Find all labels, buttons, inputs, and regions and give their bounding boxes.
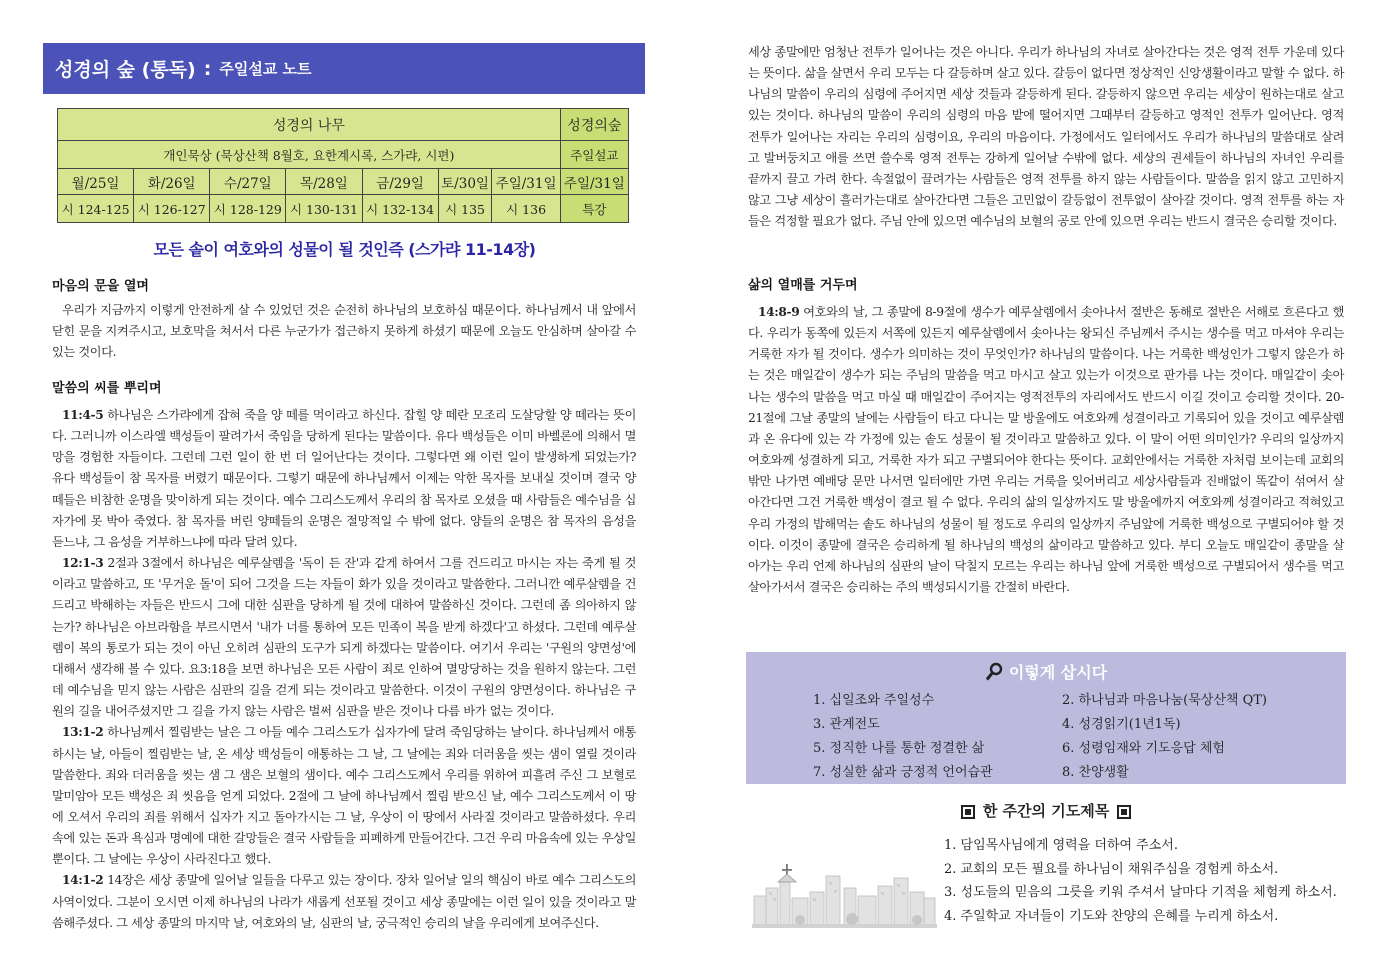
live-item: 2. 하나님과 마음나눔(묵상산책 QT) bbox=[1062, 693, 1267, 708]
table-reading: 시 135 bbox=[438, 195, 492, 223]
reading-schedule-table bbox=[57, 108, 629, 223]
table-day: 주일/31일 bbox=[492, 169, 560, 195]
paragraph-14-8 bbox=[748, 302, 1344, 598]
paragraph-text: 여호와의 날, 그 종말에 8-9절에 생수가 예루살렘에서 솟아나서 절반은 동해로 절반은 서해로 흐른다고 했다. 우리가 동쪽에 있든지 서쪽에 있든지 예루살렘에서 솟아나는 왕되신 주님께서 주시는 생수를 먹고 마셔야 우리는 거룩한 자가 될 것이다. 생수가 의미하는 것이 무엇인가? 하나님의 말씀이다. 나는 거룩한 백성인가 그렇지 않은가 하는 것은 매일같이 생수가 되는 주님의 말씀을 먹고 마시고 살고 있는가 이것으로 판가름 나는 것이다. 매일같이 솟아나는 생수의 말씀을 먹고 마실 때 매일같이 주어지는 영적전투의 자리에서도 반드시 이길 것이고 승리할 것이다. 20-21절에 그날 종말의 날에는 사람들이 타고 다니는 말 방울에도 여호와께 성결이라고 기록되어 있을 것이고 예루살렘과 온 유다에 있는 각 가정에 있는 솥도 성물이 될 것이라고 말씀하고 있다. 이 말이 어떤 의미인가? 우리의 일상까지 여호와께 성결하게 되고, 거룩한 자가 되고 구별되어야 한다는 뜻이다. 교회안에서는 거룩한 자처럼 보이는데 교회의 밖만 나가면 예배당 문만 나서면 일터에만 가면 우리는 거룩을 잊어버리고 세상사람들과 진배없이 똑같이 섞여서 살아간다면 그건 거룩한 백성이 결코 될 수 없다. 우리의 삶의 일상까지도 말 방울에까지 여호와께 성결이라고 적혀있고 우리 가정의 밥해먹는 솥도 하나님의 성물이 될 정도로 우리의 일상까지 주님앞에 거룩한 백성으로 구별되어야 할 것이다. 이것이 종말에 결국은 승리하게 될 하나님의 백성의 삶이라고 말씀하고 있다. 부디 오늘도 매일같이 종말을 살아가는 우리 언제 하나님의 심판의 날이 닥칠지 모르는 우리는 하나님 앞에 거룩한 백성으로 구별되어서 생수를 먹고 살아가서서 결국은 승리하는 주의 백성되시기를 간절히 바란다. bbox=[748, 305, 1344, 595]
live-item: 1. 십일조와 주일성수 bbox=[813, 693, 935, 708]
verse-ref: 13:1-2 bbox=[62, 725, 104, 740]
prayer-title bbox=[746, 800, 1346, 821]
table-devotion: 개인묵상 (묵상산책 8월호, 요한계시록, 스가랴, 시편) bbox=[58, 141, 561, 169]
table-day: 월/25일 bbox=[58, 169, 134, 195]
title-colon: : bbox=[203, 57, 212, 80]
table-day-side: 주일/31일 bbox=[560, 169, 628, 195]
table-reading: 시 124-125 bbox=[58, 195, 134, 223]
prayer-item: 4. 주일학교 자녀들이 기도와 찬양의 은혜를 누리게 하소서. bbox=[944, 909, 1279, 924]
verse-ref: 12:1-3 bbox=[62, 556, 104, 571]
live-item: 3. 관계전도 bbox=[813, 717, 880, 732]
prayer-title-text: 한 주간의 기도제목 bbox=[982, 802, 1110, 820]
live-item: 5. 정직한 나를 통한 정결한 삶 bbox=[813, 741, 985, 756]
paragraph-14 bbox=[52, 870, 636, 933]
paragraph-12 bbox=[52, 553, 636, 722]
prayer-item: 2. 교회의 모든 필요를 하나님이 채워주심을 경험케 하소서. bbox=[944, 862, 1279, 877]
table-reading: 시 136 bbox=[492, 195, 560, 223]
paragraph-text: 하나님께서 찔림받는 날은 그 아들 예수 그리스도가 십자가에 달려 죽임당하는 날이다. 하나님께서 애통하시는 날, 아들이 찔림받는 날, 온 세상 백성들이 애통하는 그 날, 그 날에는 죄와 더러움을 씻는 샘이 열릴 것이라 말씀한다. 죄와 더러움을 씻는 샘 그 샘은 보혈의 샘이다. 예수 그리스도께서 우리를 위하여 피흘려 주신 그 보혈로 말미암아 모든 백성은 죄 씻음을 얻게 되었다. 2절에 그 날에 하나님께서 찔림 받으신 날, 예수 그리스도께서 이 땅에 오셔서 우리의 죄를 위해서 십자가 지고 돌아가시는 그 날, 우상이 이 땅에서 사라질 것이라고 말씀하셨다. 우리 속에 있는 돈과 욕심과 명예에 대한 갈망들은 결국 사람들을 피폐하게 만들어간다. 그건 우리 마음속에 있는 우상일 뿐이다. 그 날에는 우상이 사라진다고 했다. bbox=[52, 725, 636, 867]
sermon-heading: 모든 솥이 여호와의 성물이 될 것인즉 (스가랴 11-14장) bbox=[153, 240, 536, 259]
table-header-tree: 성경의 나무 bbox=[58, 109, 561, 141]
square-bullet-icon bbox=[961, 805, 975, 819]
verse-ref: 14:1-2 bbox=[62, 873, 104, 888]
paragraph-text: 하나님은 스가랴에게 잡혀 죽을 양 떼를 먹이라고 하신다. 잡힐 양 떼란 모조리 도살당할 양 떼라는 뜻이다. 그러니까 이스라엘 백성들이 팔려가서 죽임을 당하게 된다는 말씀이다. 유다 백성들은 이미 바벨론에 의해서 멸망을 경험한 자들이다. 그런데 그런 일이 한 번 더 일어난다는 것이다. 그렇다면 왜 이런 일이 발생하게 되었는가? 유다 백성들이 참 목자를 버렸기 때문이다. 그렇기 때문에 하나님께서 이제는 악한 목자를 보내실 것이며 결국 양 떼들은 비참한 운명을 맞이하게 되는 것이다. 예수 그리스도께서 우리의 참 목자로 오셨을 때 사람들은 예수님을 십자가에 못 박아 죽였다. 참 목자를 버린 양떼들의 운명은 절망적일 수 밖에 없다. 양들의 운명은 참 목자의 음성을 듣느냐, 그 음성을 거부하느냐에 따라 달려 있다. bbox=[52, 408, 636, 549]
verse-ref: 11:4-5 bbox=[62, 408, 104, 422]
table-reading: 시 132-134 bbox=[362, 195, 438, 223]
square-bullet-icon bbox=[1117, 805, 1131, 819]
table-day: 토/30일 bbox=[438, 169, 492, 195]
table-day: 화/26일 bbox=[134, 169, 210, 195]
prayer-item: 1. 담임목사님에게 영력을 더하여 주소서. bbox=[944, 838, 1178, 853]
spiritual-battle-paragraph: 세상 종말에만 엄청난 전투가 일어나는 것은 아니다. 우리가 하나님의 자녀로 살아간다는 것은 영적 전투 가운데 있다는 뜻이다. 삶을 살면서 우리 모두는 다 갈등하며 살고 있다. 갈등이 없다면 정상적인 신앙생활이라고 말할 수 없다. 하나님의 말씀이 우리의 심령에 주어지면 세상 것들과 갈등하게 된다. 갈등하지 않으면 우리는 세상이 원하는대로 살고 있는 것이다. 하나님의 말씀이 우리의 심령의 마음 밭에 떨어지면 그때부터 갈등하고 영적인 전투가 일어난다. 영적 전투가 일어나는 자리는 우리의 심령이요, 우리의 마음이다. 가정에서도 일터에서도 우리가 하나님의 말씀대로 살려고 발버둥치고 애를 쓰면 쓸수록 영적 전투는 강하게 일어날 수밖에 없다. 세상의 권세들이 하나님의 자녀인 우리를 끝까지 끌고 가려 한다. 속절없이 끌려가는 사람들은 영적 전투를 하지 않는 사람들이다. 말씀을 읽지 않고 고민하지 않고 그냥 세상이 흘러가는대로 살아간다면 그들은 고민없이 갈등없이 전투없이 살아갈 것이다. 영적 전투를 하는 자들은 걱정할 필요가 없다. 주님 안에 있으면 예수님의 보혈의 공로 안에 있으면 우리는 반드시 결국은 승리할 것이다. bbox=[748, 45, 1344, 229]
table-reading: 시 126-127 bbox=[134, 195, 210, 223]
paragraph-text: 2절과 3절에서 하나님은 예루살렘을 '독이 든 잔'과 같게 하여서 그를 건드리고 마시는 자는 죽게 될 것이라고 말씀하고, 또 '무거운 돌'이 되어 그것을 드는 자들이 화가 있을 것이라고 말씀한다. 그러니깐 예루살렘을 건드리고 박해하는 자들은 반드시 그에 대한 심판을 당하게 될 것에 대하여 말씀하신 것이다. 그런데 좀 의아하지 않는가? 하나님은 아브라함을 부르시면서 '내가 너를 통하여 모든 민족이 복을 받게 하겠다'고 하셨다. 그런데 예루살렘이 복의 통로가 되는 것이 아닌 오히려 심판의 도구가 되게 하겠다는 말씀이다. 여기서 우리는 '구원의 양면성'에 대해서 생각해 볼 수 있다. 요3:18을 보면 하나님은 모든 사람이 죄로 인하여 멸망당하는 것을 원하지 않는다. 그런데 예수님을 믿지 않는 사람은 심판의 길을 걷게 되는 것이라고 말씀한다. 이것이 구원의 양면성이다. 하나님은 구원의 길을 내어주셨지만 그 길을 가지 않는 사람은 벌써 심판을 받은 것이나 다름 바가 없는 것이다. bbox=[52, 556, 637, 719]
verse-ref: 14:8-9 bbox=[758, 305, 800, 319]
paragraph-13 bbox=[52, 722, 636, 870]
table-reading: 시 130-131 bbox=[286, 195, 362, 223]
table-header-forest: 성경의숲 bbox=[560, 109, 628, 141]
word-section-body bbox=[52, 405, 636, 934]
table-day: 목/28일 bbox=[286, 169, 362, 195]
paragraph-11 bbox=[52, 405, 636, 553]
live-item: 8. 찬양생활 bbox=[1062, 765, 1129, 780]
table-day: 수/27일 bbox=[210, 169, 286, 195]
intro-paragraph: 우리가 지금까지 이렇게 안전하게 살 수 있었던 것은 순전히 하나님의 보호하심 때문이다. 하나님께서 내 앞에서 닫힌 문을 지켜주시고, 보호막을 쳐서서 다른 누군가가 접근하지 못하게 하셨기 때문에 오늘도 안심하며 살아갈 수 있는 것이다. bbox=[52, 303, 636, 360]
section-sow-word: 말씀의 씨를 뿌리며 bbox=[52, 381, 162, 396]
page-title: 성경의 숲 (통독) bbox=[55, 59, 196, 81]
paragraph-text: 14장은 세상 종말에 일어날 일들을 다루고 있는 장이다. 장차 일어날 일의 핵심이 바로 예수 그리스도의 사역이었다. 그분이 오시면 이제 하나님의 나라가 새롭게 선포될 것이고 세상 종말에는 이런 일이 있을 것이라고 말씀해주셨다. 그 세상 종말의 마지막 날, 여호와의 날, 심판의 날, 궁극적인 승리의 날을 우리에게 보여주신다. bbox=[52, 873, 636, 930]
live-item: 6. 성령임재와 기도응답 체험 bbox=[1062, 741, 1225, 756]
live-like-this-box bbox=[746, 652, 1346, 784]
table-reading: 시 128-129 bbox=[210, 195, 286, 223]
live-item: 7. 성실한 삶과 긍정적 언어습관 bbox=[813, 765, 993, 780]
table-devotion-side: 주일설교 bbox=[560, 141, 628, 169]
title-banner bbox=[43, 43, 645, 94]
magnifier-icon bbox=[985, 662, 1003, 686]
section-harvest-life: 삶의 열매를 거두며 bbox=[748, 278, 858, 293]
live-item: 4. 성경읽기(1년1독) bbox=[1062, 717, 1181, 732]
live-box-title-text: 이렇게 삽시다 bbox=[1008, 663, 1108, 682]
table-reading-side: 특강 bbox=[560, 195, 628, 223]
section-open-heart: 마음의 문을 열며 bbox=[52, 279, 149, 294]
prayer-item: 3. 성도들의 믿음의 그릇을 키워 주셔서 날마다 기적을 체험케 하소서. bbox=[944, 885, 1337, 900]
live-box-title bbox=[746, 660, 1346, 686]
page-subtitle: 주일설교 노트 bbox=[219, 60, 312, 78]
table-day: 금/29일 bbox=[362, 169, 438, 195]
church-city-illustration bbox=[752, 858, 937, 934]
